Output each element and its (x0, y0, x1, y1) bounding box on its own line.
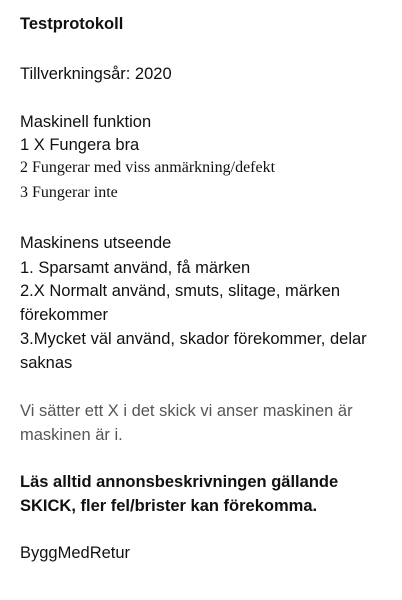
appearance-option-3: 3.Mycket väl använd, skador förekommer, delar (20, 330, 367, 348)
appearance-option-1: 1. Sparsamt använd, få märken (20, 259, 251, 277)
appearance-option-3-continued: saknas (20, 354, 73, 372)
manufacture-year: Tillverkningsår: 2020 (20, 65, 172, 83)
function-option-1: 1 X Fungera bra (20, 136, 140, 154)
appearance-heading: Maskinens utseende (20, 234, 172, 252)
function-heading: Maskinell funktion (20, 113, 152, 131)
function-option-2: 2 Fungerar med viss anmärkning/defekt (20, 159, 276, 176)
appearance-option-2-continued: förekommer (20, 306, 109, 324)
document-title: Testprotokoll (20, 15, 124, 33)
signature: ByggMedRetur (20, 544, 131, 562)
warning-line-2: SKICK, fler fel/brister kan förekomma. (20, 497, 318, 515)
note-line-2: maskinen är i. (20, 426, 123, 444)
warning-line-1: Läs alltid annonsbeskrivningen gällande (20, 473, 339, 491)
appearance-option-2: 2.X Normalt använd, smuts, slitage, märken (20, 282, 341, 300)
note-line-1: Vi sätter ett X i det skick vi anser maskinen är (20, 402, 353, 420)
function-option-3: 3 Fungerar inte (20, 184, 118, 201)
